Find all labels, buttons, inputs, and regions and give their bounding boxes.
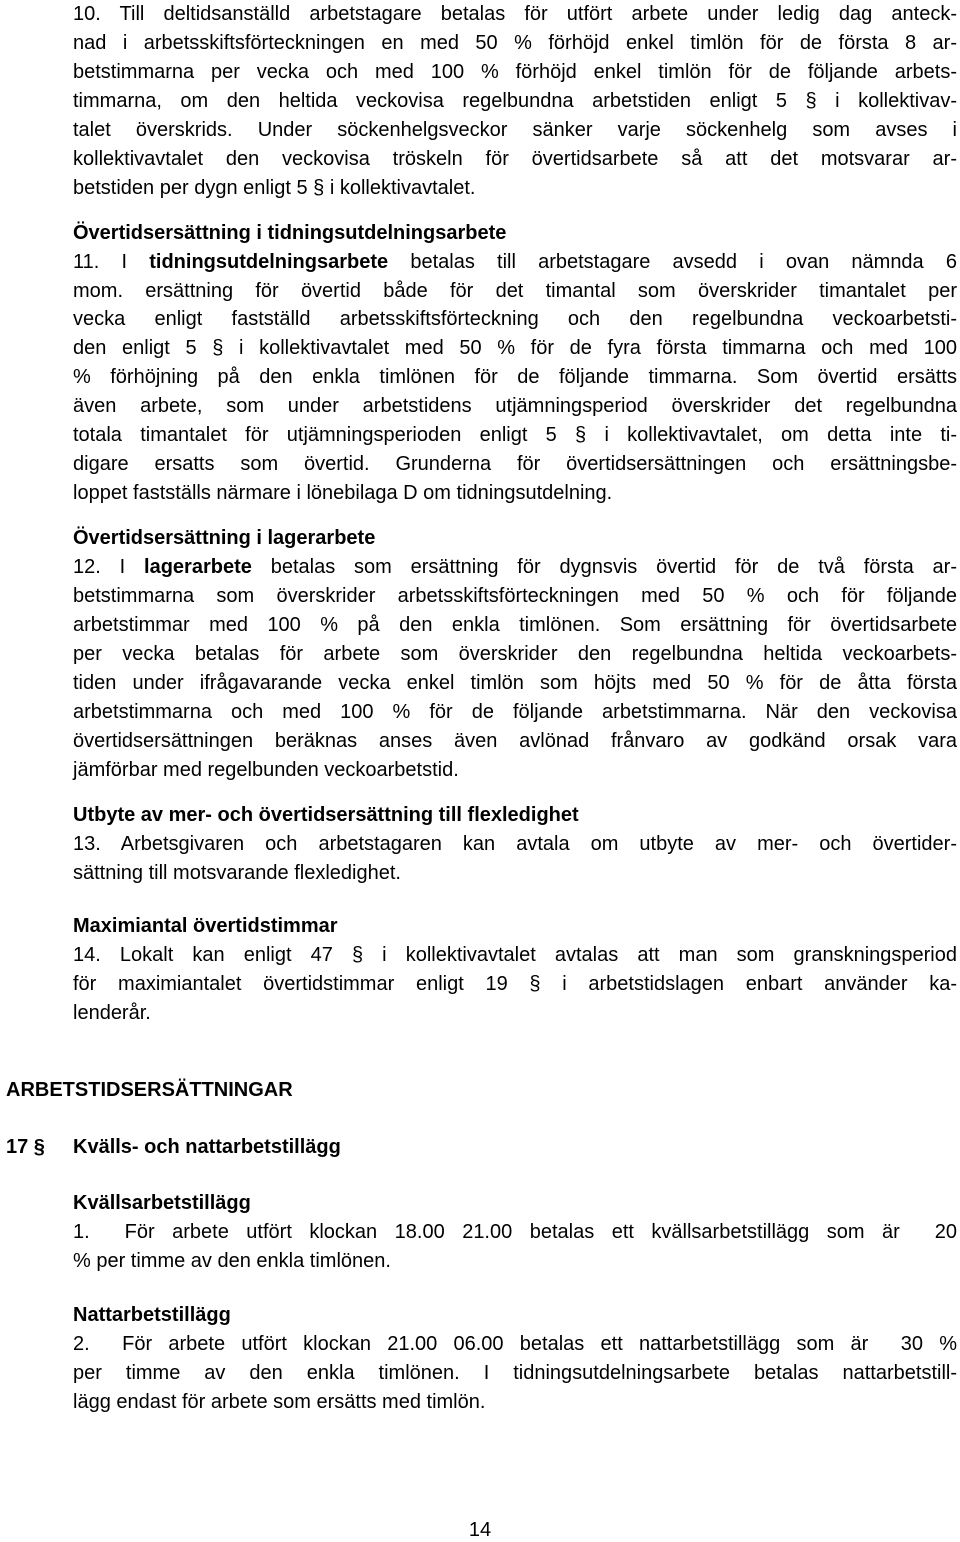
paragraph-line: per timme av den enkla timlönen. I tidningsutdelningsarbete betalas nattarbetstill- [73, 1362, 957, 1384]
paragraph-line: betstiden per dygn enligt 5 § i kollektivavtalet. [73, 177, 476, 199]
paragraph-line: jämförbar med regelbunden veckoarbetstid. [73, 759, 459, 781]
paragraph-line: 1. För arbete utfört klockan 18.00 21.00 betalas ett kvällsarbetstillägg som är 20 [73, 1221, 957, 1243]
subsection-heading: Kvällsarbetstillägg [73, 1192, 251, 1214]
paragraph-line: kollektivavtalet den veckovisa tröskeln för övertidsarbete så att det motsvarar ar- [73, 148, 957, 170]
paragraph-line: övertidsersättningen beräknas anses även avlönad frånvaro av godkänd orsak vara [73, 730, 957, 752]
paragraph-line: % per timme av den enkla timlönen. [73, 1250, 391, 1272]
paragraph-line: för maximiantalet övertidstimmar enligt 19 § i arbetstidslagen enbart använder ka- [73, 973, 957, 995]
paragraph-line: mom. ersättning för övertid både för det timantal som överskrider timantalet per [73, 280, 957, 302]
paragraph-line: 14. Lokalt kan enligt 47 § i kollektivavtalet avtalas att man som granskningsperiod [73, 944, 957, 966]
paragraph-line: % förhöjning på den enkla timlönen för de följande timmarna. Som övertid ersätts [73, 366, 957, 388]
section-heading: Övertidsersättning i lagerarbete [73, 527, 376, 549]
paragraph-line [73, 250, 957, 274]
paragraph-line: den enligt 5 § i kollektivavtalet med 50 % för de fyra första timmarna och med 100 [73, 337, 957, 359]
paragraph-line: arbetstimmar med 100 % på den enkla timlönen. Som ersättning för övertidsarbete [73, 614, 957, 636]
paragraph-line: vecka enligt fastställd arbetsskiftsförteckning och den regelbundna veckoarbetsti- [73, 308, 957, 330]
paragraph-line: betstimmarna per vecka och med 100 % förhöjd enkel timlön för de följande arbets- [73, 61, 957, 83]
line-prefix: 11. I [73, 251, 150, 273]
paragraph-line: lenderår. [73, 1002, 151, 1024]
bold-term: tidningsutdelningsarbete [149, 251, 389, 273]
paragraph-line: per vecka betalas för arbete som överskrider den regelbundna heltida veckoarbets- [73, 643, 957, 665]
paragraph-line: totala timantalet för utjämningsperioden enligt 5 § i kollektivavtalet, om detta inte ti- [73, 424, 957, 446]
chapter-heading: ARBETSTIDSERSÄTTNINGAR [6, 1079, 293, 1101]
paragraph-line: timmarna, om den heltida veckovisa regelbundna arbetstiden enligt 5 § i kollektivav- [73, 90, 957, 112]
section-title: Kvälls- och nattarbetstillägg [73, 1136, 341, 1158]
paragraph-line: betstimmarna som överskrider arbetsskiftsförteckningen med 50 % och för följande [73, 585, 957, 607]
paragraph-line [73, 555, 957, 579]
paragraph-line: sättning till motsvarande flexledighet. [73, 862, 401, 884]
subsection-heading: Nattarbetstillägg [73, 1304, 231, 1326]
line-prefix: 12. I [73, 556, 145, 578]
paragraph-line: tiden under ifrågavarande vecka enkel timlön som höjts med 50 % för de åtta första [73, 672, 957, 694]
section-heading: Utbyte av mer- och övertidsersättning till flexledighet [73, 804, 579, 826]
line-rest: betalas som ersättning för dygnsvis övertid för de två första ar- [251, 556, 958, 578]
paragraph-line: 10. Till deltidsanställd arbetstagare betalas för utfört arbete under ledig dag anteck- [73, 3, 957, 25]
paragraph-line: även arbete, som under arbetstidens utjämningsperiod överskrider det regelbundna [73, 395, 957, 417]
section-heading: Övertidsersättning i tidningsutdelningsarbete [73, 222, 507, 244]
paragraph-line: nad i arbetsskiftsförteckningen en med 50 % förhöjd enkel timlön för de första 8 ar- [73, 32, 957, 54]
paragraph-line: loppet fastställs närmare i lönebilaga D om tidningsutdelning. [73, 482, 613, 504]
line-rest: betalas till arbetstagare avsedd i ovan nämnda 6 [388, 251, 957, 273]
bold-term: lagerarbete [144, 556, 252, 578]
paragraph-line: arbetstimmarna och med 100 % för de följande arbetstimmarna. När den veckovisa [73, 701, 957, 723]
paragraph-line: 2. För arbete utfört klockan 21.00 06.00 betalas ett nattarbetstillägg som är 30 % [73, 1333, 957, 1355]
paragraph-line: 13. Arbetsgivaren och arbetstagaren kan avtala om utbyte av mer- och övertider- [73, 833, 957, 855]
section-number: 17 § [6, 1136, 45, 1158]
paragraph-line: talet överskrids. Under söckenhelgsveckor sänker varje söckenhelg som avses i [73, 119, 957, 141]
paragraph-line: lägg endast för arbete som ersätts med timlön. [73, 1391, 486, 1413]
section-heading: Maximiantal övertidstimmar [73, 915, 338, 937]
page-number: 14 [468, 1519, 492, 1541]
paragraph-line: digare ersatts som övertid. Grunderna för övertidsersättningen och ersättningsbe- [73, 453, 957, 475]
